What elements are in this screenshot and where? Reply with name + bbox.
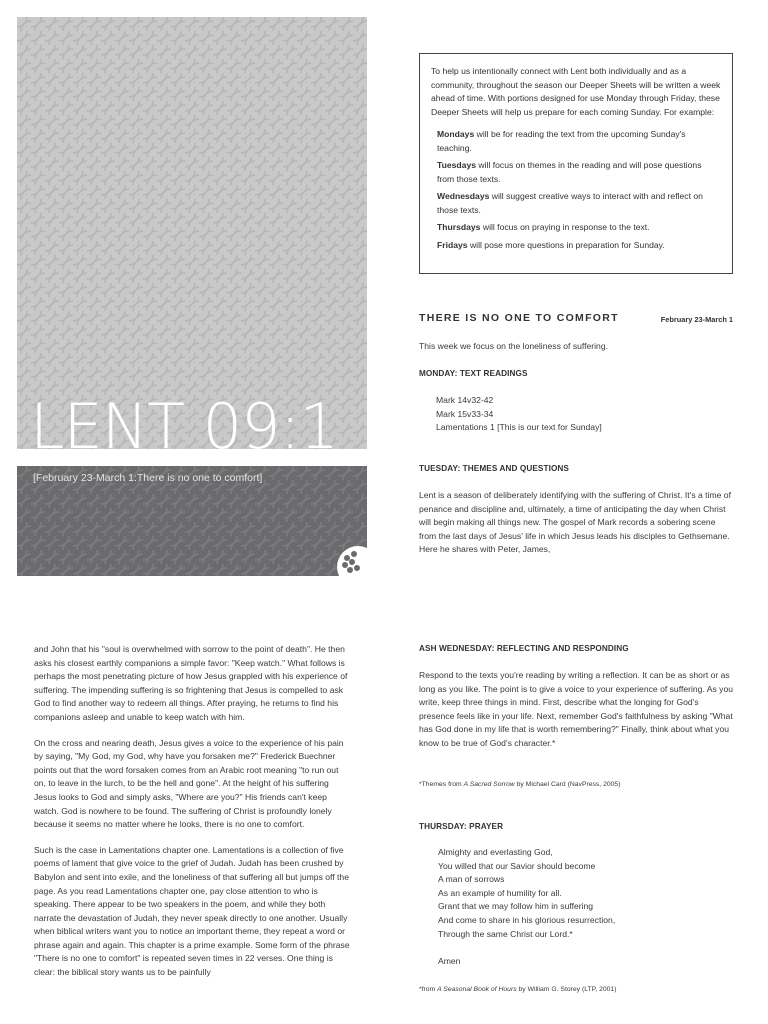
prayer-line: You willed that our Savior should become [438,860,596,871]
weekday-label: Fridays [437,239,468,250]
prayer-line: And come to share in his glorious resurrection, [438,914,616,925]
week-date: February 23-March 1 [660,315,733,324]
cover-subtitle-band [17,466,367,576]
prayer-amen: Amen [438,956,461,966]
weekday-desc: will focus on praying in response to the text. [480,222,650,232]
reading-item: Lamentations 1 [This is our text for Sunday] [436,422,602,433]
body-paragraph: and John that his "soul is overwhelmed with sorrow to the point of death". He then asks his closest earthly companions a simple favor: "Keep watch." What follows is perhaps the most penetrating picture of how Jesus grappled with his experience of suffering. The impending suffering is so frightening that Jesus is compelled to ask God to find another way to redeem all things. After praying, he returns to find his companions asleep and unable to keep watch with him. [34,644,348,722]
weekday-desc: will suggest creative ways to interact with and reflect on those texts. [437,191,703,215]
reading-list [436,394,602,435]
reading-item: Mark 15v33-34 [436,408,494,419]
prayer-text [438,846,615,941]
weekday-label: Wednesdays [437,191,490,201]
body-paragraph: On the cross and nearing death, Jesus gives a voice to the experience of his pain by saying, "My God, my God, why have you forsaken me?" Frederick Buechner points out that the word forsaken comes from an Arabic root meaning "to run out on, to leave in the lurch, to be the hell and gone". At the height of his suffering Jesus looks to God and simply asks, "Where are you?" His friends can't keep watch. God is nowhere to be found. The suffering of Christ is profoundly lonely because it seems no matter where he looks, there is no one to comfort. [34,737,344,830]
prayer-line: As an example of humility for all. [438,887,562,898]
body-paragraph: Such is the case in Lamentations chapter one. Lamentations is a collection of five poems of lament that give voice to the grief of Judah. Judah has been crushed by Babylon and sent into exile, and the loneliness of that suffering all but jumps off the page. As you read Lamentations chapter one, pay close attention to who is speaking. There appear to be two speakers in the poem, and while they both narrate the devastation of Judah, they never speak directly to one another. Usually when biblical writers want you to notice an important theme, they repeat a word or phrase again and again. This chapter is a prime example. Some form of the phrase "There is no one to comfort" is repeated seven times in 22 verses. One thing is clear: the biblical story wants us to be painfully [34,844,350,978]
weekday-item-thursday [437,221,721,235]
weekday-desc: will be for reading the text from the upcoming Sunday's teaching. [437,129,686,153]
tuesday-continued [34,643,352,992]
weekday-desc: will pose more questions in preparation for Sunday. [467,239,665,250]
logo-icon [337,546,367,576]
weekday-item-friday [437,239,721,253]
intro-box [419,53,733,274]
wednesday-heading: ASH WEDNESDAY: REFLECTING AND RESPONDING [419,644,629,653]
weekday-label: Mondays [437,129,475,139]
cover-pattern-panel [17,17,367,449]
week-heading: THERE IS NO ONE TO COMFORT [419,312,619,324]
weekday-item-monday [437,128,721,155]
weekday-item-wednesday [437,190,721,217]
weekday-list [431,128,721,252]
intro-text: To help us intentionally connect with Lent both individually and as a community, throughout the season our Deeper Sheets will be written a week ahead of time. With portions designed for use Monday through Friday, these Deeper Sheets will help us prepare for each coming Sunday. For example: [431,66,721,117]
monday-heading: MONDAY: TEXT READINGS [419,369,528,378]
cover-subtitle: [February 23-March 1:There is no one to comfort] [33,472,263,484]
cover-title: LENT 09:1 [30,390,338,463]
footnote-book-title: A Seasonal Book of Hours [437,986,517,993]
weekday-desc: will focus on themes in the reading and will pose questions from those texts. [437,160,702,184]
wednesday-text: Respond to the texts you're reading by writing a reflection. It can be as short or as long as you like. The point is to give a voice to your experience of suffering. As you write, keep three things in mind. First, describe what the longing for God's presence feels like in your life. Next, remember God's faithfulness by asking "What has God done in my life that is worth remembering?" Finally, think about what you know to be true of God's character.* [419,670,734,748]
tuesday-text: Lent is a season of deliberately identifying with the suffering of Christ. It's a time of penance and discipline and, ultimately, a time of anticipating the day when Christ will begin making all things new. The gospel of Mark records a sobering scene from the last days of Jesus' life in which Jesus leads his disciples to Gethsemane. Here he shares with Peter, James, [419,490,731,555]
prayer-line: A man of sorrows [438,874,505,885]
wednesday-footnote: *Themes from A Sacred Sorrow by Michael Card (NavPress, 2005) [419,781,621,788]
footnote-book-title: A Sacred Sorrow [463,781,515,788]
tuesday-heading: TUESDAY: THEMES AND QUESTIONS [419,464,569,473]
week-intro: This week we focus on the loneliness of suffering. [419,341,609,351]
prayer-line: Almighty and everlasting God, [438,847,553,857]
weekday-label: Tuesdays [437,160,477,170]
thursday-footnote: *from A Seasonal Book of Hours by William G. Storey (LTP, 2001) [419,986,617,993]
prayer-line: Through the same Christ our Lord.* [438,928,573,939]
weekday-label: Thursdays [437,222,481,232]
prayer-line: Grant that we may follow him in suffering [438,901,594,912]
weekday-item-tuesday [437,159,721,186]
reading-item: Mark 14v32-42 [436,395,494,405]
thursday-heading: THURSDAY: PRAYER [419,822,504,831]
